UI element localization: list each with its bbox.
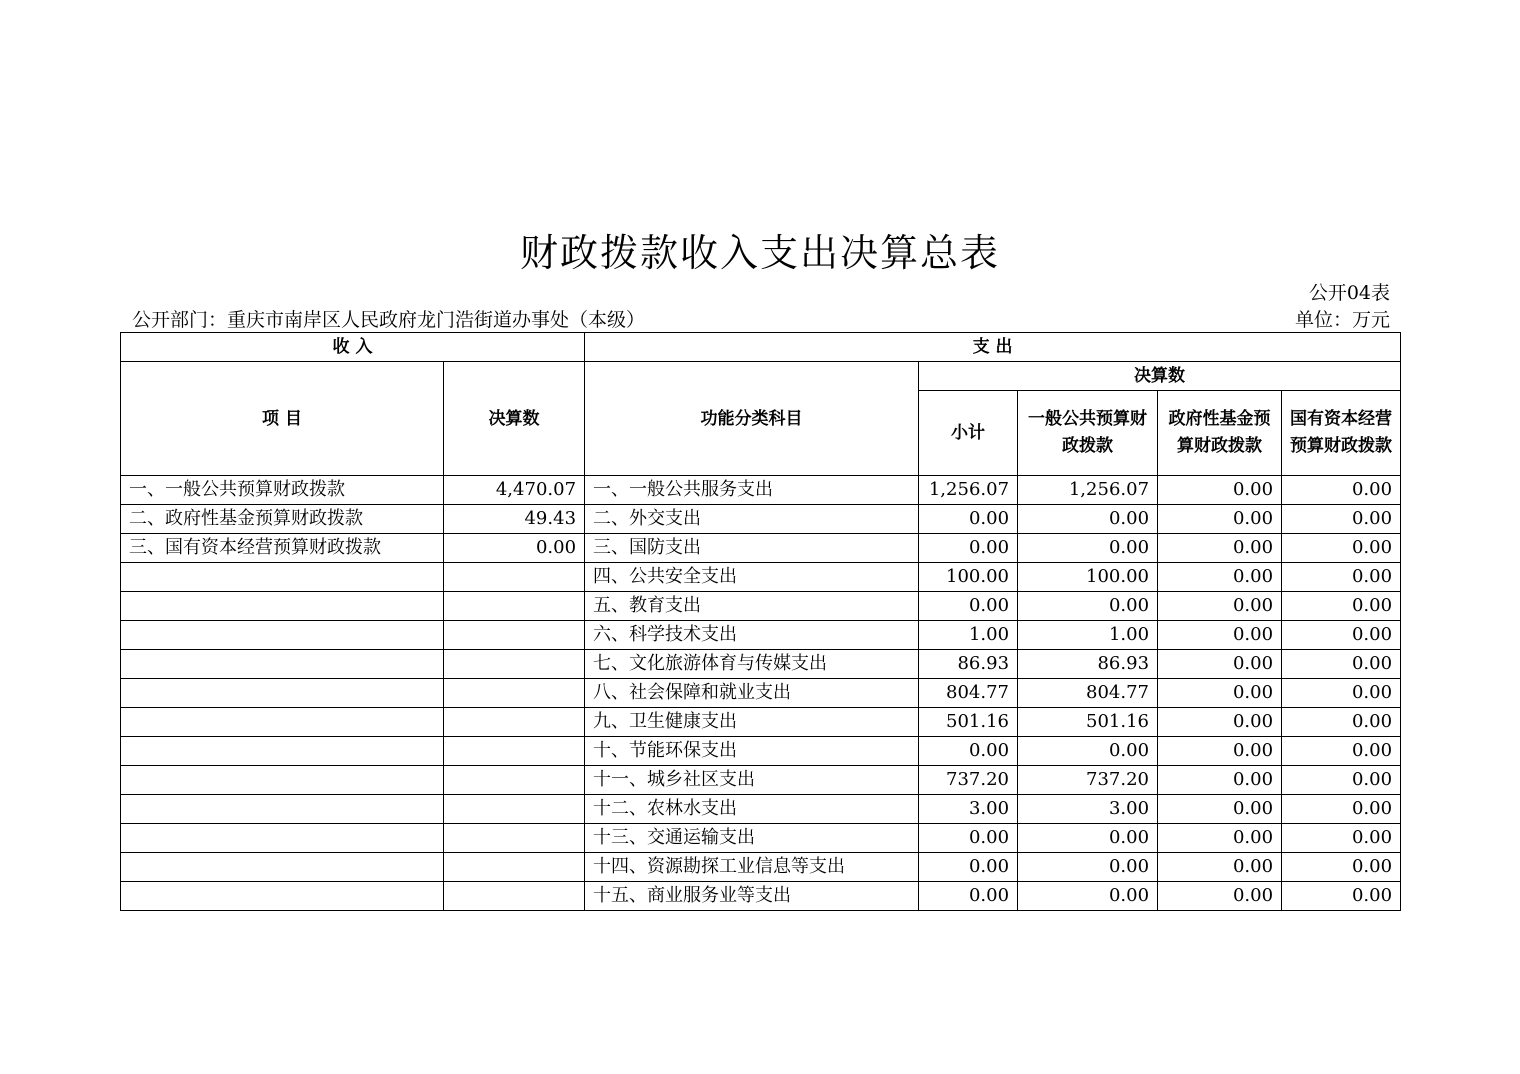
gov-fund-value: 0.00 [1158, 708, 1282, 737]
income-item [121, 592, 444, 621]
expense-item: 八、社会保障和就业支出 [585, 679, 919, 708]
gov-fund-value: 0.00 [1158, 534, 1282, 563]
gov-fund-value: 0.00 [1158, 853, 1282, 882]
subtotal-value: 1.00 [919, 621, 1018, 650]
table-row [121, 708, 1401, 737]
subtotal-value: 0.00 [919, 592, 1018, 621]
item-header: 项 目 [121, 362, 444, 476]
gov-fund-value: 0.00 [1158, 476, 1282, 505]
form-number: 公开04表 [1308, 282, 1390, 304]
income-item [121, 621, 444, 650]
income-amount [444, 708, 585, 737]
state-capital-value: 0.00 [1282, 882, 1401, 911]
state-capital-value: 0.00 [1282, 563, 1401, 592]
expense-item: 四、公共安全支出 [585, 563, 919, 592]
income-amount [444, 824, 585, 853]
subtotal-value: 0.00 [919, 824, 1018, 853]
income-item [121, 795, 444, 824]
state-capital-value: 0.00 [1282, 621, 1401, 650]
func-category-header: 功能分类科目 [585, 362, 919, 476]
gov-fund-value: 0.00 [1158, 679, 1282, 708]
subtotal-value: 501.16 [919, 708, 1018, 737]
income-amount [444, 882, 585, 911]
table-row [121, 476, 1401, 505]
gov-fund-value: 0.00 [1158, 505, 1282, 534]
general-value: 0.00 [1018, 737, 1158, 766]
general-value: 1.00 [1018, 621, 1158, 650]
general-value: 501.16 [1018, 708, 1158, 737]
gov-fund-value: 0.00 [1158, 592, 1282, 621]
table-row [121, 563, 1401, 592]
gov-fund-value: 0.00 [1158, 737, 1282, 766]
income-item [121, 853, 444, 882]
income-item [121, 563, 444, 592]
subtotal-header: 小计 [919, 391, 1018, 476]
table-row [121, 882, 1401, 911]
state-capital-value: 0.00 [1282, 650, 1401, 679]
subtotal-value: 0.00 [919, 534, 1018, 563]
table-row [121, 795, 1401, 824]
subtotal-value: 0.00 [919, 737, 1018, 766]
unit-label: 单位：万元 [1294, 309, 1390, 331]
state-capital-value: 0.00 [1282, 795, 1401, 824]
state-capital-value: 0.00 [1282, 592, 1401, 621]
expense-item: 九、卫生健康支出 [585, 708, 919, 737]
expense-item: 二、外交支出 [585, 505, 919, 534]
gov-fund-value: 0.00 [1158, 795, 1282, 824]
amount-header: 决算数 [444, 362, 585, 476]
state-capital-value: 0.00 [1282, 824, 1401, 853]
income-item [121, 737, 444, 766]
subtotal-value: 0.00 [919, 505, 1018, 534]
state-capital-value: 0.00 [1282, 534, 1401, 563]
table-row [121, 737, 1401, 766]
expense-item: 十四、资源勘探工业信息等支出 [585, 853, 919, 882]
general-value: 737.20 [1018, 766, 1158, 795]
subtotal-value: 804.77 [919, 679, 1018, 708]
table-row [121, 534, 1401, 563]
general-value: 0.00 [1018, 592, 1158, 621]
subtotal-value: 737.20 [919, 766, 1018, 795]
income-header: 收 入 [121, 333, 585, 362]
page-title: 财政拨款收入支出决算总表 [519, 231, 1000, 275]
gov-fund-header: 政府性基金预算财政拨款 [1158, 391, 1282, 476]
state-capital-value: 0.00 [1282, 708, 1401, 737]
expense-item: 十五、商业服务业等支出 [585, 882, 919, 911]
state-capital-value: 0.00 [1282, 766, 1401, 795]
income-amount [444, 563, 585, 592]
state-capital-value: 0.00 [1282, 505, 1401, 534]
table-row [121, 766, 1401, 795]
expense-item: 一、一般公共服务支出 [585, 476, 919, 505]
gov-fund-value: 0.00 [1158, 650, 1282, 679]
general-budget-header: 一般公共预算财政拨款 [1018, 391, 1158, 476]
general-value: 0.00 [1018, 853, 1158, 882]
subtotal-value: 86.93 [919, 650, 1018, 679]
state-capital-value: 0.00 [1282, 476, 1401, 505]
table-row [121, 824, 1401, 853]
state-capital-value: 0.00 [1282, 737, 1401, 766]
general-value: 0.00 [1018, 505, 1158, 534]
income-amount [444, 737, 585, 766]
expense-item: 十一、城乡社区支出 [585, 766, 919, 795]
appropriation-table [120, 332, 1401, 911]
income-item: 二、政府性基金预算财政拨款 [121, 505, 444, 534]
subtotal-value: 0.00 [919, 853, 1018, 882]
income-item [121, 882, 444, 911]
income-item [121, 650, 444, 679]
income-item [121, 824, 444, 853]
state-capital-header: 国有资本经营预算财政拨款 [1282, 391, 1401, 476]
income-amount [444, 766, 585, 795]
expense-item: 六、科学技术支出 [585, 621, 919, 650]
income-amount: 0.00 [444, 534, 585, 563]
income-item [121, 708, 444, 737]
subtotal-value: 100.00 [919, 563, 1018, 592]
expense-item: 七、文化旅游体育与传媒支出 [585, 650, 919, 679]
gov-fund-value: 0.00 [1158, 621, 1282, 650]
expense-header: 支 出 [585, 333, 1401, 362]
income-amount [444, 592, 585, 621]
income-amount [444, 621, 585, 650]
income-item [121, 679, 444, 708]
general-value: 86.93 [1018, 650, 1158, 679]
income-amount [444, 853, 585, 882]
income-amount: 4,470.07 [444, 476, 585, 505]
table-row [121, 592, 1401, 621]
gov-fund-value: 0.00 [1158, 882, 1282, 911]
expense-item: 十、节能环保支出 [585, 737, 919, 766]
department-label: 公开部门：重庆市南岸区人民政府龙门浩街道办事处（本级） [132, 309, 646, 331]
income-amount [444, 795, 585, 824]
gov-fund-value: 0.00 [1158, 563, 1282, 592]
table-row [121, 679, 1401, 708]
income-amount: 49.43 [444, 505, 585, 534]
gov-fund-value: 0.00 [1158, 766, 1282, 795]
amount-group-header: 决算数 [919, 362, 1401, 391]
income-amount [444, 679, 585, 708]
general-value: 804.77 [1018, 679, 1158, 708]
general-value: 0.00 [1018, 824, 1158, 853]
income-item [121, 766, 444, 795]
state-capital-value: 0.00 [1282, 679, 1401, 708]
table-row [121, 650, 1401, 679]
general-value: 3.00 [1018, 795, 1158, 824]
income-item: 一、一般公共预算财政拨款 [121, 476, 444, 505]
income-item: 三、国有资本经营预算财政拨款 [121, 534, 444, 563]
expense-item: 五、教育支出 [585, 592, 919, 621]
state-capital-value: 0.00 [1282, 853, 1401, 882]
subtotal-value: 1,256.07 [919, 476, 1018, 505]
table-row [121, 853, 1401, 882]
expense-item: 十三、交通运输支出 [585, 824, 919, 853]
general-value: 100.00 [1018, 563, 1158, 592]
table-row [121, 505, 1401, 534]
subtotal-value: 0.00 [919, 882, 1018, 911]
table-row [121, 621, 1401, 650]
income-amount [444, 650, 585, 679]
subtotal-value: 3.00 [919, 795, 1018, 824]
expense-item: 十二、农林水支出 [585, 795, 919, 824]
gov-fund-value: 0.00 [1158, 824, 1282, 853]
expense-item: 三、国防支出 [585, 534, 919, 563]
general-value: 0.00 [1018, 534, 1158, 563]
general-value: 1,256.07 [1018, 476, 1158, 505]
general-value: 0.00 [1018, 882, 1158, 911]
